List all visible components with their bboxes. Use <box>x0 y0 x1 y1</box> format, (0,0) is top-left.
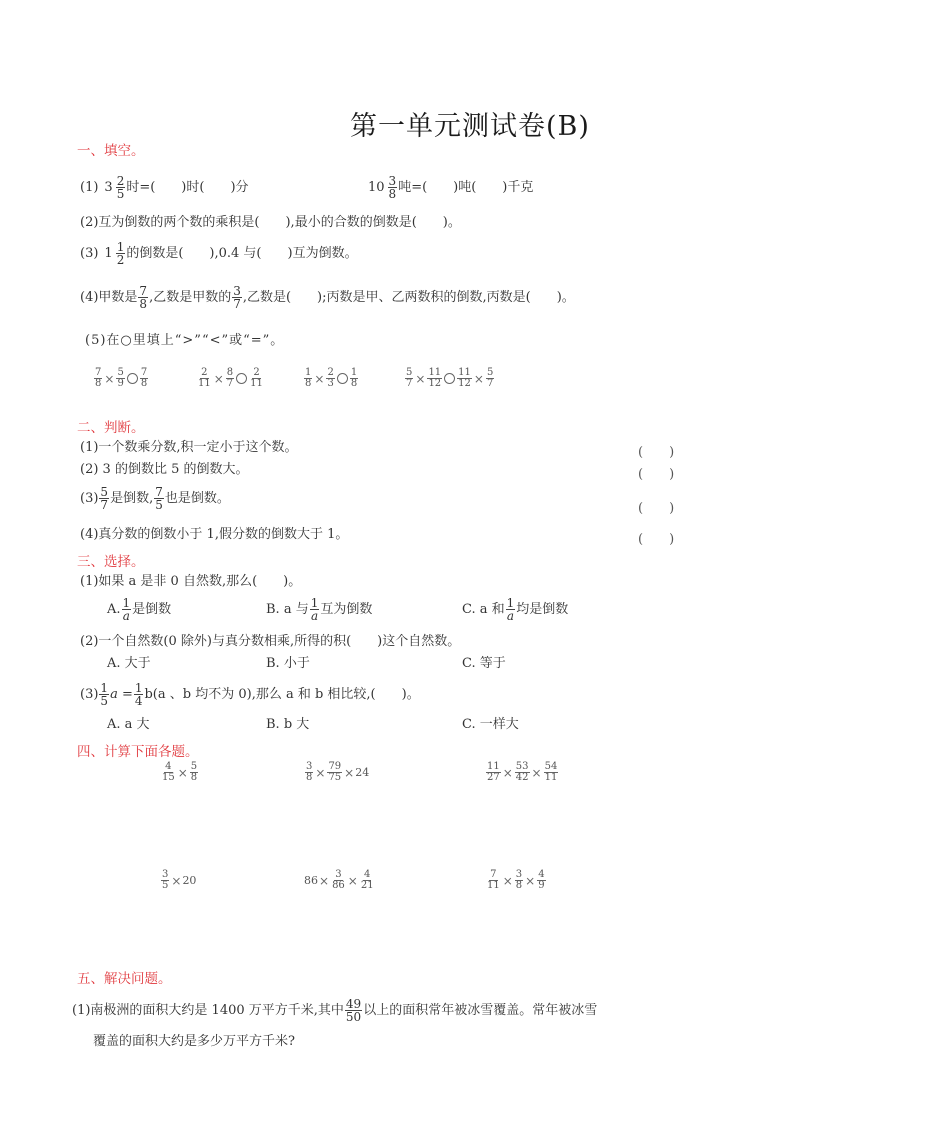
question-text: ,乙数是( );丙数是甲、乙两数积的倒数,丙数是( )。 <box>242 290 575 305</box>
fraction: $\frac{1}{5}$ <box>100 681 109 708</box>
question-1-1b <box>368 175 533 200</box>
question-1-2: (2)互为倒数的两个数的乘积是( ),最小的合数的倒数是( )。 <box>80 215 461 230</box>
option-text: 是倒数 <box>132 602 172 617</box>
page-title: 第一单元测试卷(B) <box>350 111 590 142</box>
fraction: $\frac{7}{8}$ <box>139 284 148 311</box>
compare-expression-4: $\frac{5}{7}$ × $\frac{11}{12}$ $\frac{11}{12}$ × $\frac{5}{7}$ <box>406 367 494 389</box>
mc-3-option-c[interactable]: C. 一样大 <box>462 717 519 732</box>
fraction: $\frac{1}{a}$ <box>506 596 515 623</box>
calc-expression-2: $\frac{3}{8}$ × $\frac{79}{75}$ × 24 <box>306 761 370 783</box>
calc-expression-4: $\frac{3}{5}$ × 20 <box>162 869 197 891</box>
mc-question-3 <box>80 682 420 707</box>
option-label: A. <box>107 602 121 617</box>
option-label: B. a 与 <box>266 602 309 617</box>
compare-expression-2: $\frac{2}{11}$ × $\frac{8}{7}$ $\frac{2}{11}$ <box>198 367 263 389</box>
fraction: $\frac{3}{7}$ <box>233 284 241 311</box>
compare-circle-blank[interactable] <box>236 373 247 384</box>
mc-question-1: (1)如果 a 是非 0 自然数,那么( )。 <box>80 574 302 589</box>
mixed-whole: 1 <box>104 246 113 261</box>
question-1-5: (5)在○里填上“>”“<”或“=”。 <box>85 333 285 348</box>
calc-expression-3: $\frac{11}{27}$ × $\frac{53}{42}$ × $\frac{54}{11}$ <box>487 761 558 783</box>
question-text: (1)南极洲的面积大约是 1400 万平方千米,其中 <box>72 1003 344 1018</box>
compare-expression-3: $\frac{1}{8}$ × $\frac{2}{3}$ $\frac{1}{8}$ <box>305 367 358 389</box>
section-heading-word-problems: 五、解决问题。 <box>77 971 172 987</box>
calc-expression-1: $\frac{4}{15}$ × $\frac{5}{8}$ <box>162 761 198 783</box>
fraction: $\frac{1}{a}$ <box>310 596 319 623</box>
question-text: 是倒数, <box>110 491 154 506</box>
question-number: (3) <box>80 246 99 261</box>
tf-answer-blank-3[interactable]: ( ) <box>638 501 675 516</box>
section-heading-multiple-choice: 三、选择。 <box>77 554 145 570</box>
question-1-1 <box>80 175 249 200</box>
mc-2-option-a[interactable]: A. 大于 <box>107 656 151 671</box>
question-text: ,乙数是甲数的 <box>149 290 232 305</box>
compare-circle-blank[interactable] <box>444 373 455 384</box>
fraction: $\frac{7}{5}$ <box>155 485 163 512</box>
tf-answer-blank-4[interactable]: ( ) <box>638 532 675 547</box>
fraction: $\frac{1}{a}$ <box>122 596 131 623</box>
question-text: a = <box>110 687 133 702</box>
question-text: 的倒数是( ),0.4 与( )互为倒数。 <box>126 246 358 261</box>
fraction: $\frac{5}{7}$ <box>100 485 109 512</box>
tf-question-2: (2) 3 的倒数比 5 的倒数大。 <box>80 462 249 477</box>
question-number: (3) <box>80 687 99 702</box>
mc-question-2: (2)一个自然数(0 除外)与真分数相乘,所得的积( )这个自然数。 <box>80 634 461 649</box>
fraction: $\frac{1}{2}$ <box>116 240 125 267</box>
word-problem-1-line2: 覆盖的面积大约是多少万平方千米? <box>93 1034 295 1049</box>
section-heading-fill-blank: 一、填空。 <box>77 143 145 159</box>
mc-2-option-b[interactable]: B. 小于 <box>266 656 310 671</box>
question-number: (3) <box>80 491 99 506</box>
mc-2-option-c[interactable]: C. 等于 <box>462 656 506 671</box>
question-text: 吨=( )吨( )千克 <box>398 180 534 195</box>
fraction: $\frac{1}{4}$ <box>134 681 143 708</box>
compare-expression-1: $\frac{7}{8}$ × $\frac{5}{9}$ $\frac{7}{8}$ <box>95 367 148 389</box>
fraction: $\frac{49}{50}$ <box>345 997 362 1024</box>
compare-circle-blank[interactable] <box>127 373 138 384</box>
question-1-4 <box>80 285 575 310</box>
mc-1-option-a[interactable] <box>107 597 171 622</box>
compare-circle-blank[interactable] <box>337 373 348 384</box>
tf-question-3 <box>80 486 230 511</box>
question-number: (1) <box>80 180 99 195</box>
question-1-3 <box>80 241 358 266</box>
mixed-whole: 10 <box>368 180 385 195</box>
mc-3-option-a[interactable]: A. a 大 <box>107 717 150 732</box>
question-text: 时=( )时( )分 <box>126 180 249 195</box>
tf-question-1: (1)一个数乘分数,积一定小于这个数。 <box>80 440 298 455</box>
mc-1-option-b[interactable] <box>266 597 372 622</box>
mc-1-option-c[interactable] <box>462 597 568 622</box>
mc-3-option-b[interactable]: B. b 大 <box>266 717 310 732</box>
tf-question-4: (4)真分数的倒数小于 1,假分数的倒数大于 1。 <box>80 527 349 542</box>
section-heading-true-false: 二、判断。 <box>77 420 145 436</box>
section-heading-calculation: 四、计算下面各题。 <box>77 744 199 760</box>
mixed-whole: 3 <box>104 180 113 195</box>
tf-answer-blank-1[interactable]: ( ) <box>638 445 675 460</box>
question-text: (4)甲数是 <box>80 290 138 305</box>
word-problem-1 <box>72 998 597 1023</box>
tf-answer-blank-2[interactable]: ( ) <box>638 467 675 482</box>
question-text: 以上的面积常年被冰雪覆盖。常年被冰雪 <box>363 1003 598 1018</box>
calc-expression-5: 86 × $\frac{3}{86}$ × $\frac{4}{21}$ <box>304 869 374 891</box>
option-text: 均是倒数 <box>516 602 569 617</box>
question-text: b(a 、b 均不为 0),那么 a 和 b 相比较,( )。 <box>144 687 420 702</box>
fraction: $\frac{3}{8}$ <box>388 174 397 201</box>
question-text: 也是倒数。 <box>164 491 230 506</box>
calc-expression-6: $\frac{7}{11}$ × $\frac{3}{8}$ × $\frac{4}{9}$ <box>487 869 545 891</box>
option-text: 互为倒数 <box>320 602 373 617</box>
fraction: $\frac{2}{5}$ <box>116 174 125 201</box>
option-label: C. a 和 <box>462 602 505 617</box>
